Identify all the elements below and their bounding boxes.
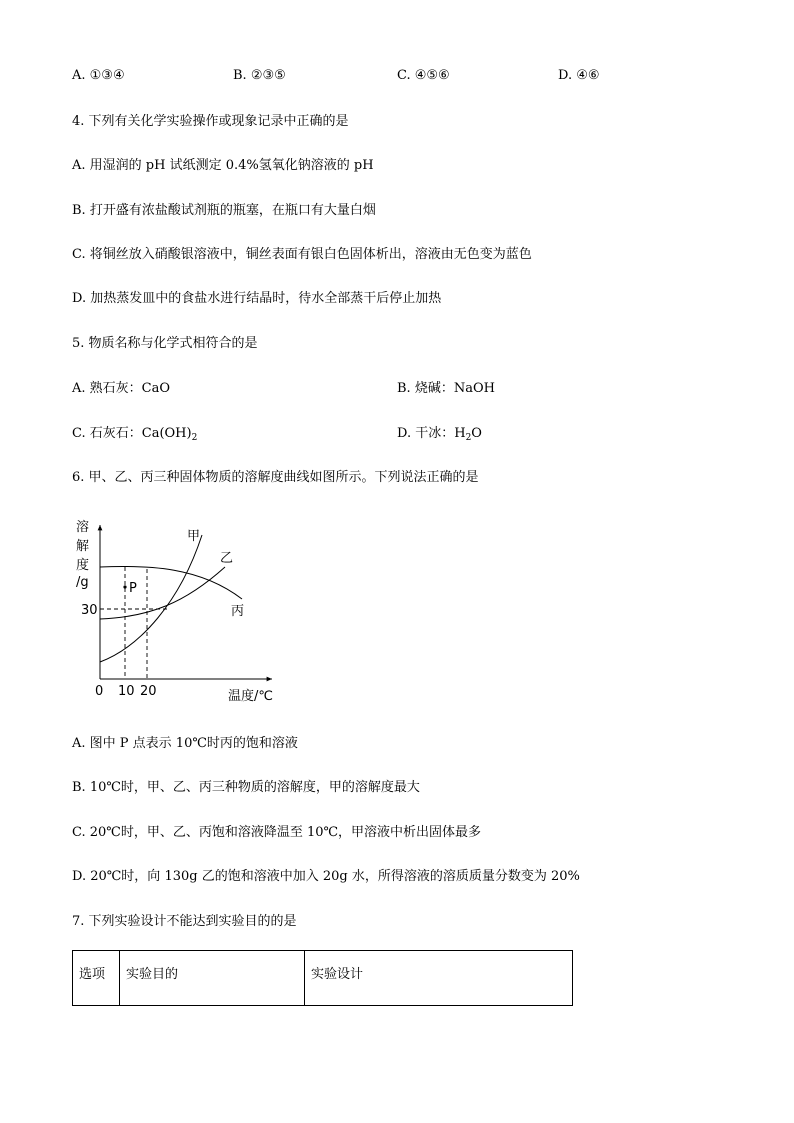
y-tick-30: 30 [81,603,98,618]
q6-option-a: A. 图中 P 点表示 10℃时丙的饱和溶液 [72,736,298,751]
series-label-jia: 甲 [187,529,201,544]
q3-option-a: A. ①③④ [72,68,125,83]
q4-option-d: D. 加热蒸发皿中的食盐水进行结晶时，待水全部蒸干后停止加热 [72,291,442,306]
x-tick-10: 10 [118,684,135,699]
q6-option-c: C. 20℃时，甲、乙、丙饱和溶液降温至 10℃，甲溶液中析出固体最多 [72,825,482,840]
ylabel-char-3: 度 [76,558,90,573]
q3-option-c: C. ④⑤⑥ [397,68,450,83]
q5-option-b: B. 烧碱：NaOH [397,381,495,396]
x-tick-20: 20 [140,684,157,699]
q3-option-d: D. ④⑥ [558,68,600,83]
point-p-label: P [129,581,137,596]
q6-option-b: B. 10℃时，甲、乙、丙三种物质的溶解度，甲的溶解度最大 [72,780,420,795]
origin-label: 0 [95,684,104,699]
q6-stem: 6. 甲、乙、丙三种固体物质的溶解度曲线如图所示。下列说法正确的是 [72,470,479,485]
table-header-purpose: 实验目的 [120,951,305,1006]
table-header-option: 选项 [73,951,120,1006]
q7-table [72,950,573,1006]
series-label-bing: 丙 [231,604,245,619]
table-row [73,951,573,1006]
point-p [123,585,126,588]
q4-option-b: B. 打开盛有浓盐酸试剂瓶的瓶塞，在瓶口有大量白烟 [72,203,376,218]
q4-stem: 4. 下列有关化学实验操作或现象记录中正确的是 [72,114,349,129]
q7-stem: 7. 下列实验设计不能达到实验目的的是 [72,914,297,929]
q4-option-a: A. 用湿润的 pH 试纸测定 0.4%氢氧化钠溶液的 pH [72,158,374,173]
xlabel: 温度/℃ [228,689,273,704]
q5-option-c: C. 石灰石：$Ca(OH)_2$ [72,426,198,443]
q5-stem: 5. 物质名称与化学式相符合的是 [72,336,258,351]
table-header-design: 实验设计 [305,951,573,1006]
q5-option-d: D. 干冰：$H_2O$ [397,426,482,443]
curve-yi [100,567,225,619]
solubility-curve-chart [70,517,290,709]
q4-option-c: C. 将铜丝放入硝酸银溶液中，铜丝表面有银白色固体析出，溶液由无色变为蓝色 [72,247,532,262]
ylabel-char-1: 溶 [76,520,90,535]
ylabel-char-4: /g [76,575,89,590]
q5-option-a: A. 熟石灰：CaO [72,381,171,396]
ylabel-char-2: 解 [76,539,90,554]
q6-option-d: D. 20℃时，向 130g 乙的饱和溶液中加入 20g 水，所得溶液的溶质质量分数变为 20% [72,869,580,884]
q3-option-b: B. ②③⑤ [233,68,286,83]
series-label-yi: 乙 [220,551,234,566]
curve-jia [100,535,202,662]
